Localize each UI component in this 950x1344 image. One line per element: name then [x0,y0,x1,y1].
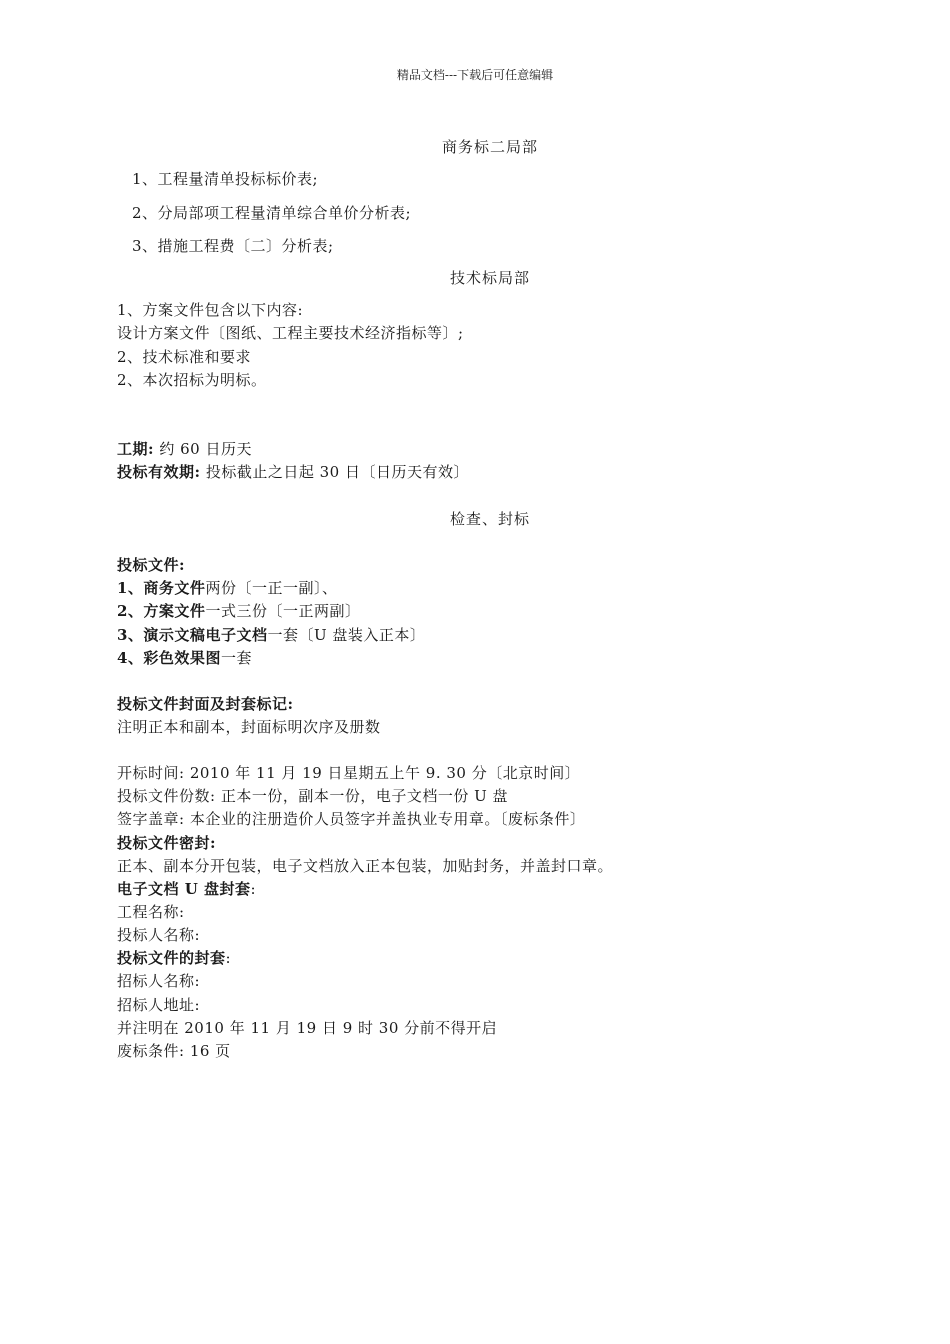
tenderer-address-line: 招标人地址: [117,996,201,1014]
business-item-3: 3、措施工程费〔二〕分析表; [132,237,334,255]
seal-note: 正本、副本分开包装，电子文档放入正本包装，加贴封务，并盖封口章。 [117,857,614,875]
invalid-conditions: 废标条件: 16 页 [117,1042,231,1060]
no-open-note: 并注明在 2010 年 11 月 19 日 9 时 30 分前不得开启 [117,1019,498,1037]
envelope-heading-colon: : [225,949,232,967]
period-value: 约 60 日历天 [154,440,252,458]
copies-line: 投标文件份数: 正本一份，副本一份，电子文档一份 U 盘 [117,787,509,805]
check-section-title: 检查、封标 [449,510,530,528]
doc-item-3-text: 一套〔U 盘装入正本〕 [267,626,426,644]
usb-heading-colon: : [250,880,257,898]
usb-heading-text: 电子文档 U 盘封套 [117,880,251,898]
doc-item-2-text: 一式三份〔一正两副〕 [205,602,361,620]
business-item-1: 1、工程量清单投标标价表; [132,170,319,188]
validity-label: 投标有效期: [117,463,201,481]
doc-item-1-bold: 1、商务文件 [117,579,206,597]
opening-time: 开标时间: 2010 年 11 月 19 日星期五上午 9. 30 分〔北京时间〕 [117,764,581,782]
cover-heading [117,693,294,714]
doc-item-4-bold: 4、彩色效果图 [117,649,221,667]
doc-item-1 [117,577,337,598]
cover-heading-text: 投标文件封面及封套标记: [117,695,294,713]
page-header: 精品文档---下载后可任意编辑 [396,68,554,82]
docs-heading-text: 投标文件: [117,556,186,574]
technical-line-3: 2、技术标准和要求 [117,348,252,366]
technical-line-2: 设计方案文件〔图纸、工程主要技术经济指标等〕; [117,324,464,342]
doc-item-2-bold: 2、方案文件 [117,602,206,620]
doc-item-4-text: 一套 [220,649,252,667]
project-name-line: 工程名称: [117,903,185,921]
technical-line-4: 2、本次招标为明标。 [117,371,267,389]
period-label: 工期: [117,440,155,458]
doc-item-1-text: 两份〔一正一副〕、 [205,579,338,597]
technical-section-title: 技术标局部 [449,269,530,287]
business-item-2: 2、分局部项工程量清单综合单价分析表; [132,204,412,222]
signature-line: 签字盖章: 本企业的注册造价人员签字并盖执业专用章。〔废标条件〕 [117,810,586,828]
doc-item-3-bold: 3、演示文稿电子文档 [117,626,268,644]
envelope-heading [117,947,231,968]
bidder-name-line: 投标人名称: [117,926,201,944]
envelope-heading-text: 投标文件的封套 [117,949,226,967]
docs-heading [117,554,185,575]
validity-value: 投标截止之日起 30 日〔日历天有效〕 [200,463,469,481]
seal-heading [117,832,216,853]
technical-line-1: 1、方案文件包含以下内容: [117,301,304,319]
cover-note: 注明正本和副本，封面标明次序及册数 [117,718,381,736]
seal-heading-text: 投标文件密封: [117,834,217,852]
doc-item-4 [117,647,252,668]
period-line [117,438,252,459]
doc-item-2 [117,600,360,621]
doc-item-3 [117,624,425,645]
tenderer-name-line: 招标人名称: [117,972,201,990]
usb-heading [117,878,256,899]
validity-line [117,461,469,482]
business-section-title: 商务标二局部 [441,138,538,156]
